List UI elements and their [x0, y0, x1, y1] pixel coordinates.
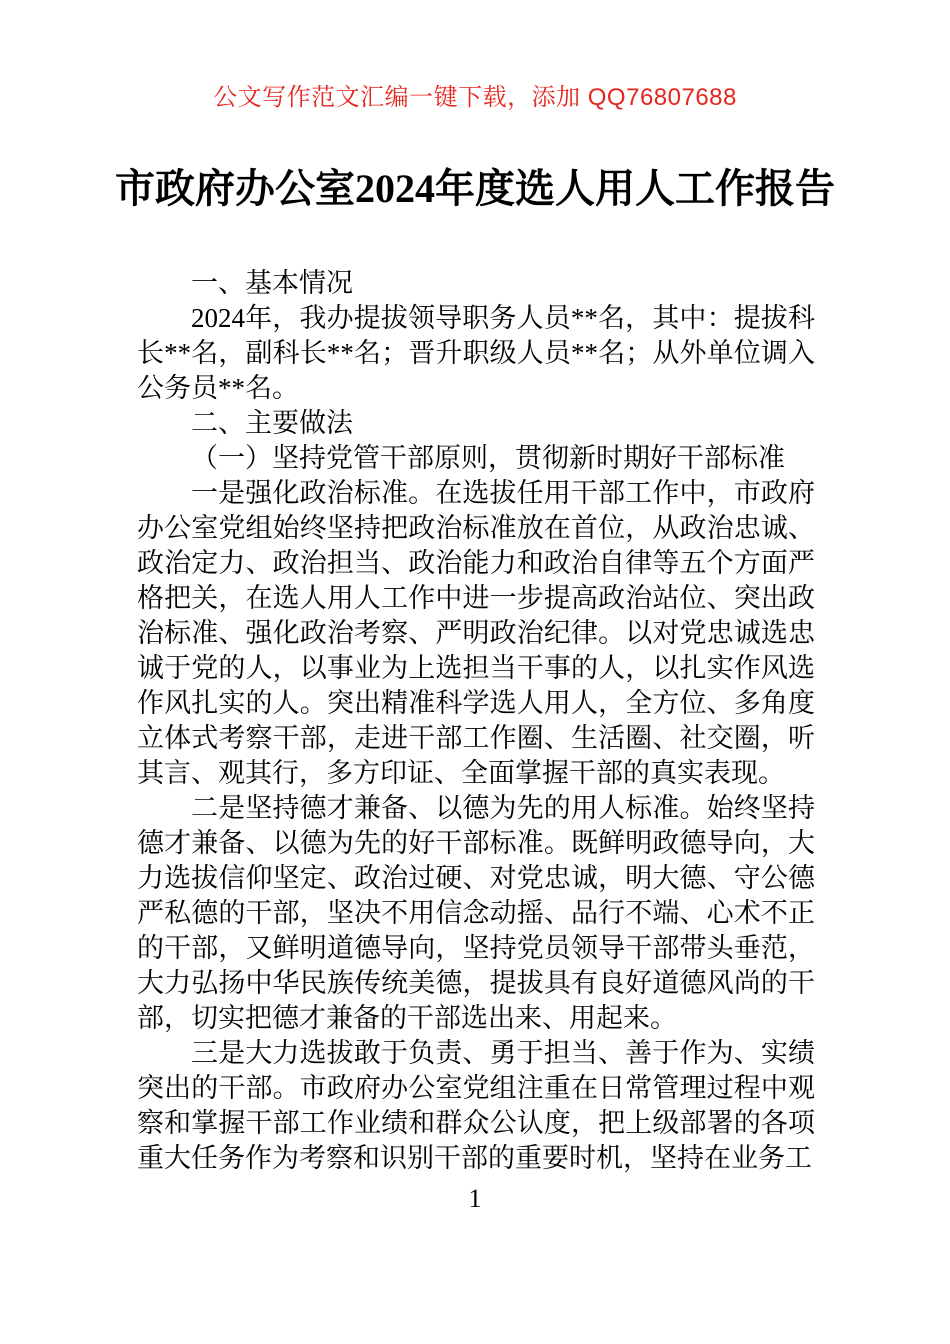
document-title: 市政府办公室2024年度选人用人工作报告 [115, 166, 835, 211]
paragraph-point-three: 三是大力选拔敢于负责、勇于担当、善于作为、实绩突出的干部。市政府办公室党组注重在日常管理过程中观察和掌握干部工作业绩和群众公认度，把上级部署的各项重大任务作为考察和识别干部的重要时机，坚持在业务工 [137, 1038, 815, 1173]
paragraph-heading-2: 二、主要做法 [191, 408, 353, 438]
page-number: 1 [468, 1184, 482, 1213]
paragraph-basic-situation: 2024年，我办提拔领导职务人员**名，其中：提拔科长**名，副科长**名；晋升职级人员**名；从外单位调入公务员**名。 [137, 303, 815, 403]
paragraph-point-one: 一是强化政治标准。在选拔任用干部工作中，市政府办公室党组始终坚持把政治标准放在首位，从政治忠诚、政治定力、政治担当、政治能力和政治自律等五个方面严格把关，在选人用人工作中进一步提高政治站位、突出政治标准、强化政治考察、严明政治纪律。以对党忠诚选忠诚于党的人，以事业为上选担当干事的人，以扎实作风选作风扎实的人。突出精准科学选人用人，全方位、多角度立体式考察干部，走进干部工作圈、生活圈、社交圈，听其言、观其行，多方印证、全面掌握干部的真实表现。 [137, 478, 815, 788]
paragraph-point-two: 二是坚持德才兼备、以德为先的用人标准。始终坚持德才兼备、以德为先的好干部标准。既鲜明政德导向，大力选拔信仰坚定、政治过硬、对党忠诚，明大德、守公德严私德的干部，坚决不用信念动摇、品行不端、心术不正的干部，又鲜明道德导向，坚持党员领导干部带头垂范，大力弘扬中华民族传统美德，提拔具有良好道德风尚的干部，切实把德才兼备的干部选出来、用起来。 [137, 793, 815, 1033]
paragraph-subheading-1: （一）坚持党管干部原则，贯彻新时期好干部标准 [191, 443, 785, 473]
paragraph-heading-1: 一、基本情况 [191, 268, 353, 298]
header-ad-text: 公文写作范文汇编一键下载，添加 QQ76807688 [213, 84, 737, 111]
document-body [137, 266, 815, 1176]
